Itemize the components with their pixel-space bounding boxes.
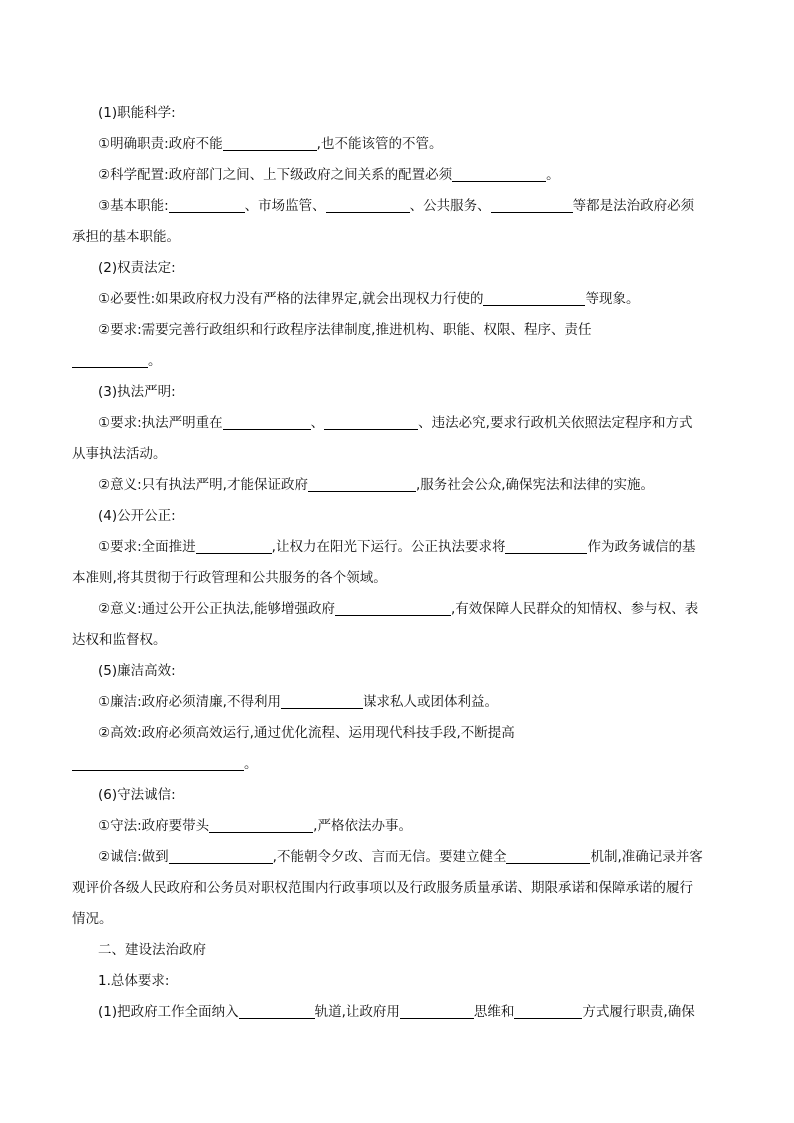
blank-line[interactable] xyxy=(196,537,272,554)
paragraph: 从事执法活动。 xyxy=(72,446,167,462)
paragraph: ①守法:政府要带头 ,严格依法办事。 xyxy=(98,818,412,834)
paragraph: 承担的基本职能。 xyxy=(72,229,180,245)
paragraph: ①明确职责:政府不能 ,也不能该管的不管。 xyxy=(98,136,443,152)
section-heading: 二、建设法治政府 xyxy=(98,942,206,958)
section-heading: (2)权责法定: xyxy=(98,260,176,276)
paragraph: ①要求:执法严明重在 、 、违法必究,要求行政机关依照法定程序和方式 xyxy=(98,415,693,431)
document-page xyxy=(72,98,724,1028)
section-heading: 1.总体要求: xyxy=(98,973,170,989)
blank-line[interactable] xyxy=(324,413,418,430)
blank-line[interactable] xyxy=(452,165,546,182)
paragraph: ②科学配置:政府部门之间、上下级政府之间关系的配置必须 。 xyxy=(98,167,560,183)
paragraph: 。 xyxy=(72,346,724,377)
paragraph: ②意义:只有执法严明,才能保证政府 ,服务社会公众,确保宪法和法律的实施。 xyxy=(98,477,655,493)
paragraph: ②诚信:做到 ,不能朝令夕改、言而无信。要建立健全 机制,准确记录并客 xyxy=(98,849,703,865)
paragraph: 本准则,将其贯彻于行政管理和公共服务的各个领域。 xyxy=(72,570,387,586)
blank-line[interactable] xyxy=(223,413,311,430)
blank-line[interactable] xyxy=(169,196,245,213)
paragraph: 情况。 xyxy=(72,911,113,927)
paragraph: ①要求:全面推进 ,让权力在阳光下运行。公正执法要求将 作为政务诚信的基 xyxy=(98,539,696,555)
blank-line[interactable] xyxy=(506,847,590,864)
paragraph: 达权和监督权。 xyxy=(72,632,167,648)
blank-line[interactable] xyxy=(223,134,317,151)
paragraph: 。 xyxy=(72,749,724,780)
blank-line[interactable] xyxy=(169,847,273,864)
blank-line[interactable] xyxy=(335,599,451,616)
paragraph: (1)把政府工作全面纳入 轨道,让政府用 思维和 方式履行职责,确保 xyxy=(98,1004,695,1020)
blank-line[interactable] xyxy=(483,289,585,306)
section-heading: (4)公开公正: xyxy=(98,508,176,524)
paragraph: 观评价各级人民政府和公务员对职权范围内行政事项以及行政服务质量承诺、期限承诺和保障承诺的履行 xyxy=(72,880,693,896)
paragraph: ②要求:需要完善行政组织和行政程序法律制度,推进机构、职能、权限、程序、责任 xyxy=(98,322,592,338)
section-heading: (3)执法严明: xyxy=(98,384,176,400)
paragraph: ②高效:政府必须高效运行,通过优化流程、运用现代科技手段,不断提高 xyxy=(98,725,515,741)
blank-line[interactable] xyxy=(72,754,244,771)
blank-line[interactable] xyxy=(514,1002,582,1019)
paragraph: ①廉洁:政府必须清廉,不得利用 谋求私人或团体利益。 xyxy=(98,694,498,710)
blank-line[interactable] xyxy=(72,351,148,368)
blank-line[interactable] xyxy=(209,816,313,833)
paragraph: ③基本职能: 、市场监管、 、公共服务、 等都是法治政府必须 xyxy=(98,198,695,214)
blank-line[interactable] xyxy=(400,1002,474,1019)
blank-line[interactable] xyxy=(308,475,416,492)
section-heading: (1)职能科学: xyxy=(98,105,176,121)
section-heading: (6)守法诚信: xyxy=(98,787,176,803)
blank-line[interactable] xyxy=(239,1002,315,1019)
blank-line[interactable] xyxy=(505,537,587,554)
paragraph: ①必要性:如果政府权力没有严格的法律界定,就会出现权力行使的 等现象。 xyxy=(98,291,640,307)
blank-line[interactable] xyxy=(281,692,363,709)
paragraph: ②意义:通过公开公正执法,能够增强政府 ,有效保障人民群众的知情权、参与权、表 xyxy=(98,601,699,617)
section-heading: (5)廉洁高效: xyxy=(98,663,176,679)
blank-line[interactable] xyxy=(326,196,410,213)
blank-line[interactable] xyxy=(491,196,573,213)
